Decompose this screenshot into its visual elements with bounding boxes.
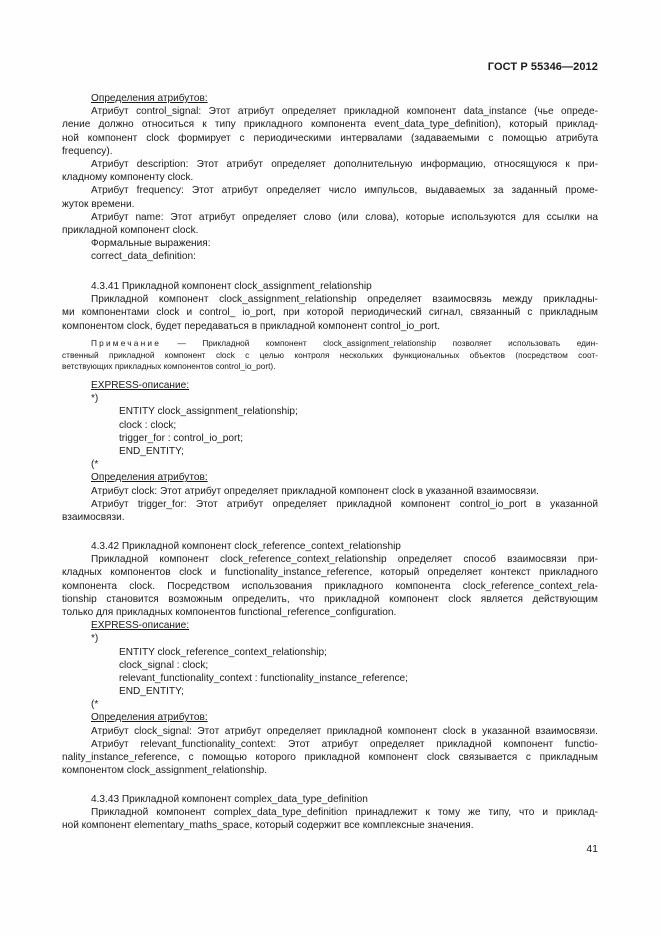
express-block-1 [62,379,598,524]
note-block [62,338,598,373]
paragraph-line: Атрибут control_signal: Этот атрибут определяет прикладной компонент data_instance (чье опреде- [91,106,598,118]
paragraph-line: ми компонентами clock и control_ io_port, при которой периодический сигнал, связанный с прикладным [62,307,598,319]
note-line: Примечание — Прикладной компонент clock_assignment_relationship позволяет использовать един- [91,338,598,348]
paragraph-line: Атрибут trigger_for: Этот атрибут определяет прикладной компонент control_io_port в указанной [91,498,598,510]
paragraph-line: кладных компонентов clock и functionality_instance_reference, который определяет контекст прикладного [62,567,598,579]
note-line: ственный прикладной компонент clock с целью контроля нескольких функциональных объектов (посредством соот- [62,349,598,360]
code-close: (* [91,459,99,471]
code-close: (* [91,699,99,711]
paragraph-line: ной компонент clock формирует с периодическими интервалами (задаваемыми с помощью атрибута [62,132,598,144]
code-line: END_ENTITY; [119,445,184,457]
paragraph-line: Атрибут name: Этот атрибут определяет слово (или слова), которые используются для ссылки на [91,211,598,223]
clock-attributes-section [62,92,598,263]
paragraph-line: Прикладной компонент clock_reference_context_relationship определяет способ взаимосвязи при- [91,554,598,566]
paragraph-line: Атрибут relevant_functionality_context: Этот атрибут определяет прикладной компонент functio- [91,738,598,750]
paragraph-line: только для прикладных компонентов functional_reference_configuration. [62,606,397,618]
note-label: Примечание [91,338,162,348]
paragraph-line: прикладной компонент clock. [62,224,199,236]
paragraph-line: компонентом clock, будет передаваться в прикладной компонент control_io_port. [62,320,441,332]
paragraph-line: компонентом clock_assignment_relationship. [62,765,268,777]
paragraph-line: Атрибут clock: Этот атрибут определяет прикладной компонент clock в указанной взаимосвязи. [91,485,539,497]
attributes-heading: Определения атрибутов: [91,712,208,724]
paragraph-line: Атрибут description: Этот атрибут определяет дополнительную информацию, относящуюся к при- [91,158,598,170]
formal-expression-item: correct_data_definition: [91,251,196,263]
section-4-3-43 [62,793,598,833]
code-line: relevant_functionality_context : functionality_instance_reference; [119,672,408,684]
attributes-heading: Определения атрибутов: [91,93,208,104]
section-title: 4.3.42 Прикладной компонент clock_reference_context_relationship [91,541,401,552]
attributes-heading: Определения атрибутов: [91,472,208,484]
section-4-3-41 [62,280,598,333]
section-title: 4.3.41 Прикладной компонент clock_assignment_relationship [91,281,372,292]
paragraph-line: nality_instance_reference, с помощью которого прикладной компонент clock связывается с прикладным [62,752,598,763]
section-4-3-42 [62,540,598,777]
note-line: ветствующих прикладных компонентов control_io_port). [62,361,276,372]
paragraph-line: кладному компоненту clock. [62,172,194,184]
paragraph-line: ной компонент elementary_maths_space, который содержит все комплексные значения. [62,820,474,832]
paragraph-line: tionship становится возможным определить, что прикладной компонент clock является действующим [62,593,598,605]
standard-header: ГОСТ Р 55346—2012 [487,61,598,73]
code-line: ENTITY clock_assignment_relationship; [119,406,298,418]
code-open: *) [91,633,99,645]
code-line: clock : clock; [119,419,177,431]
code-open: *) [91,393,99,405]
paragraph-line: Атрибут frequency: Этот атрибут определяет число импульсов, выдаваемых за заданный проме- [91,185,598,197]
code-line: ENTITY clock_reference_context_relationship; [119,646,327,658]
paragraph-line: ление должно относиться к типу прикладного компонента event_data_type_definition), который приклад- [62,119,598,131]
code-line: trigger_for : control_io_port; [119,432,243,444]
paragraph-line: Прикладной компонент clock_assignment_relationship определяет взаимосвязь между прикладны- [91,294,598,306]
section-title: 4.3.43 Прикладной компонент complex_data_type_definition [91,794,368,805]
page-number: 41 [586,843,598,855]
code-line: clock_signal : clock; [119,659,209,671]
paragraph-line: Прикладной компонент complex_data_type_definition принадлежит к тому же типу, что и приклад- [91,807,598,819]
express-heading: EXPRESS-описание: [91,620,190,632]
paragraph-line: жуток времени. [62,198,135,210]
express-heading: EXPRESS-описание: [91,380,190,391]
code-line: END_ENTITY; [119,686,184,698]
paragraph-line: frequency). [62,145,113,157]
paragraph-line: Атрибут clock_signal: Этот атрибут определяет прикладной компонент clock в указанной взаимосвязи. [91,725,598,737]
paragraph-line: взаимосвязи. [62,511,125,523]
paragraph-line: компонента clock. Посредством использования прикладного компонента clock_reference_context_rela- [62,580,598,592]
formal-expressions-label: Формальные выражения: [91,238,211,250]
